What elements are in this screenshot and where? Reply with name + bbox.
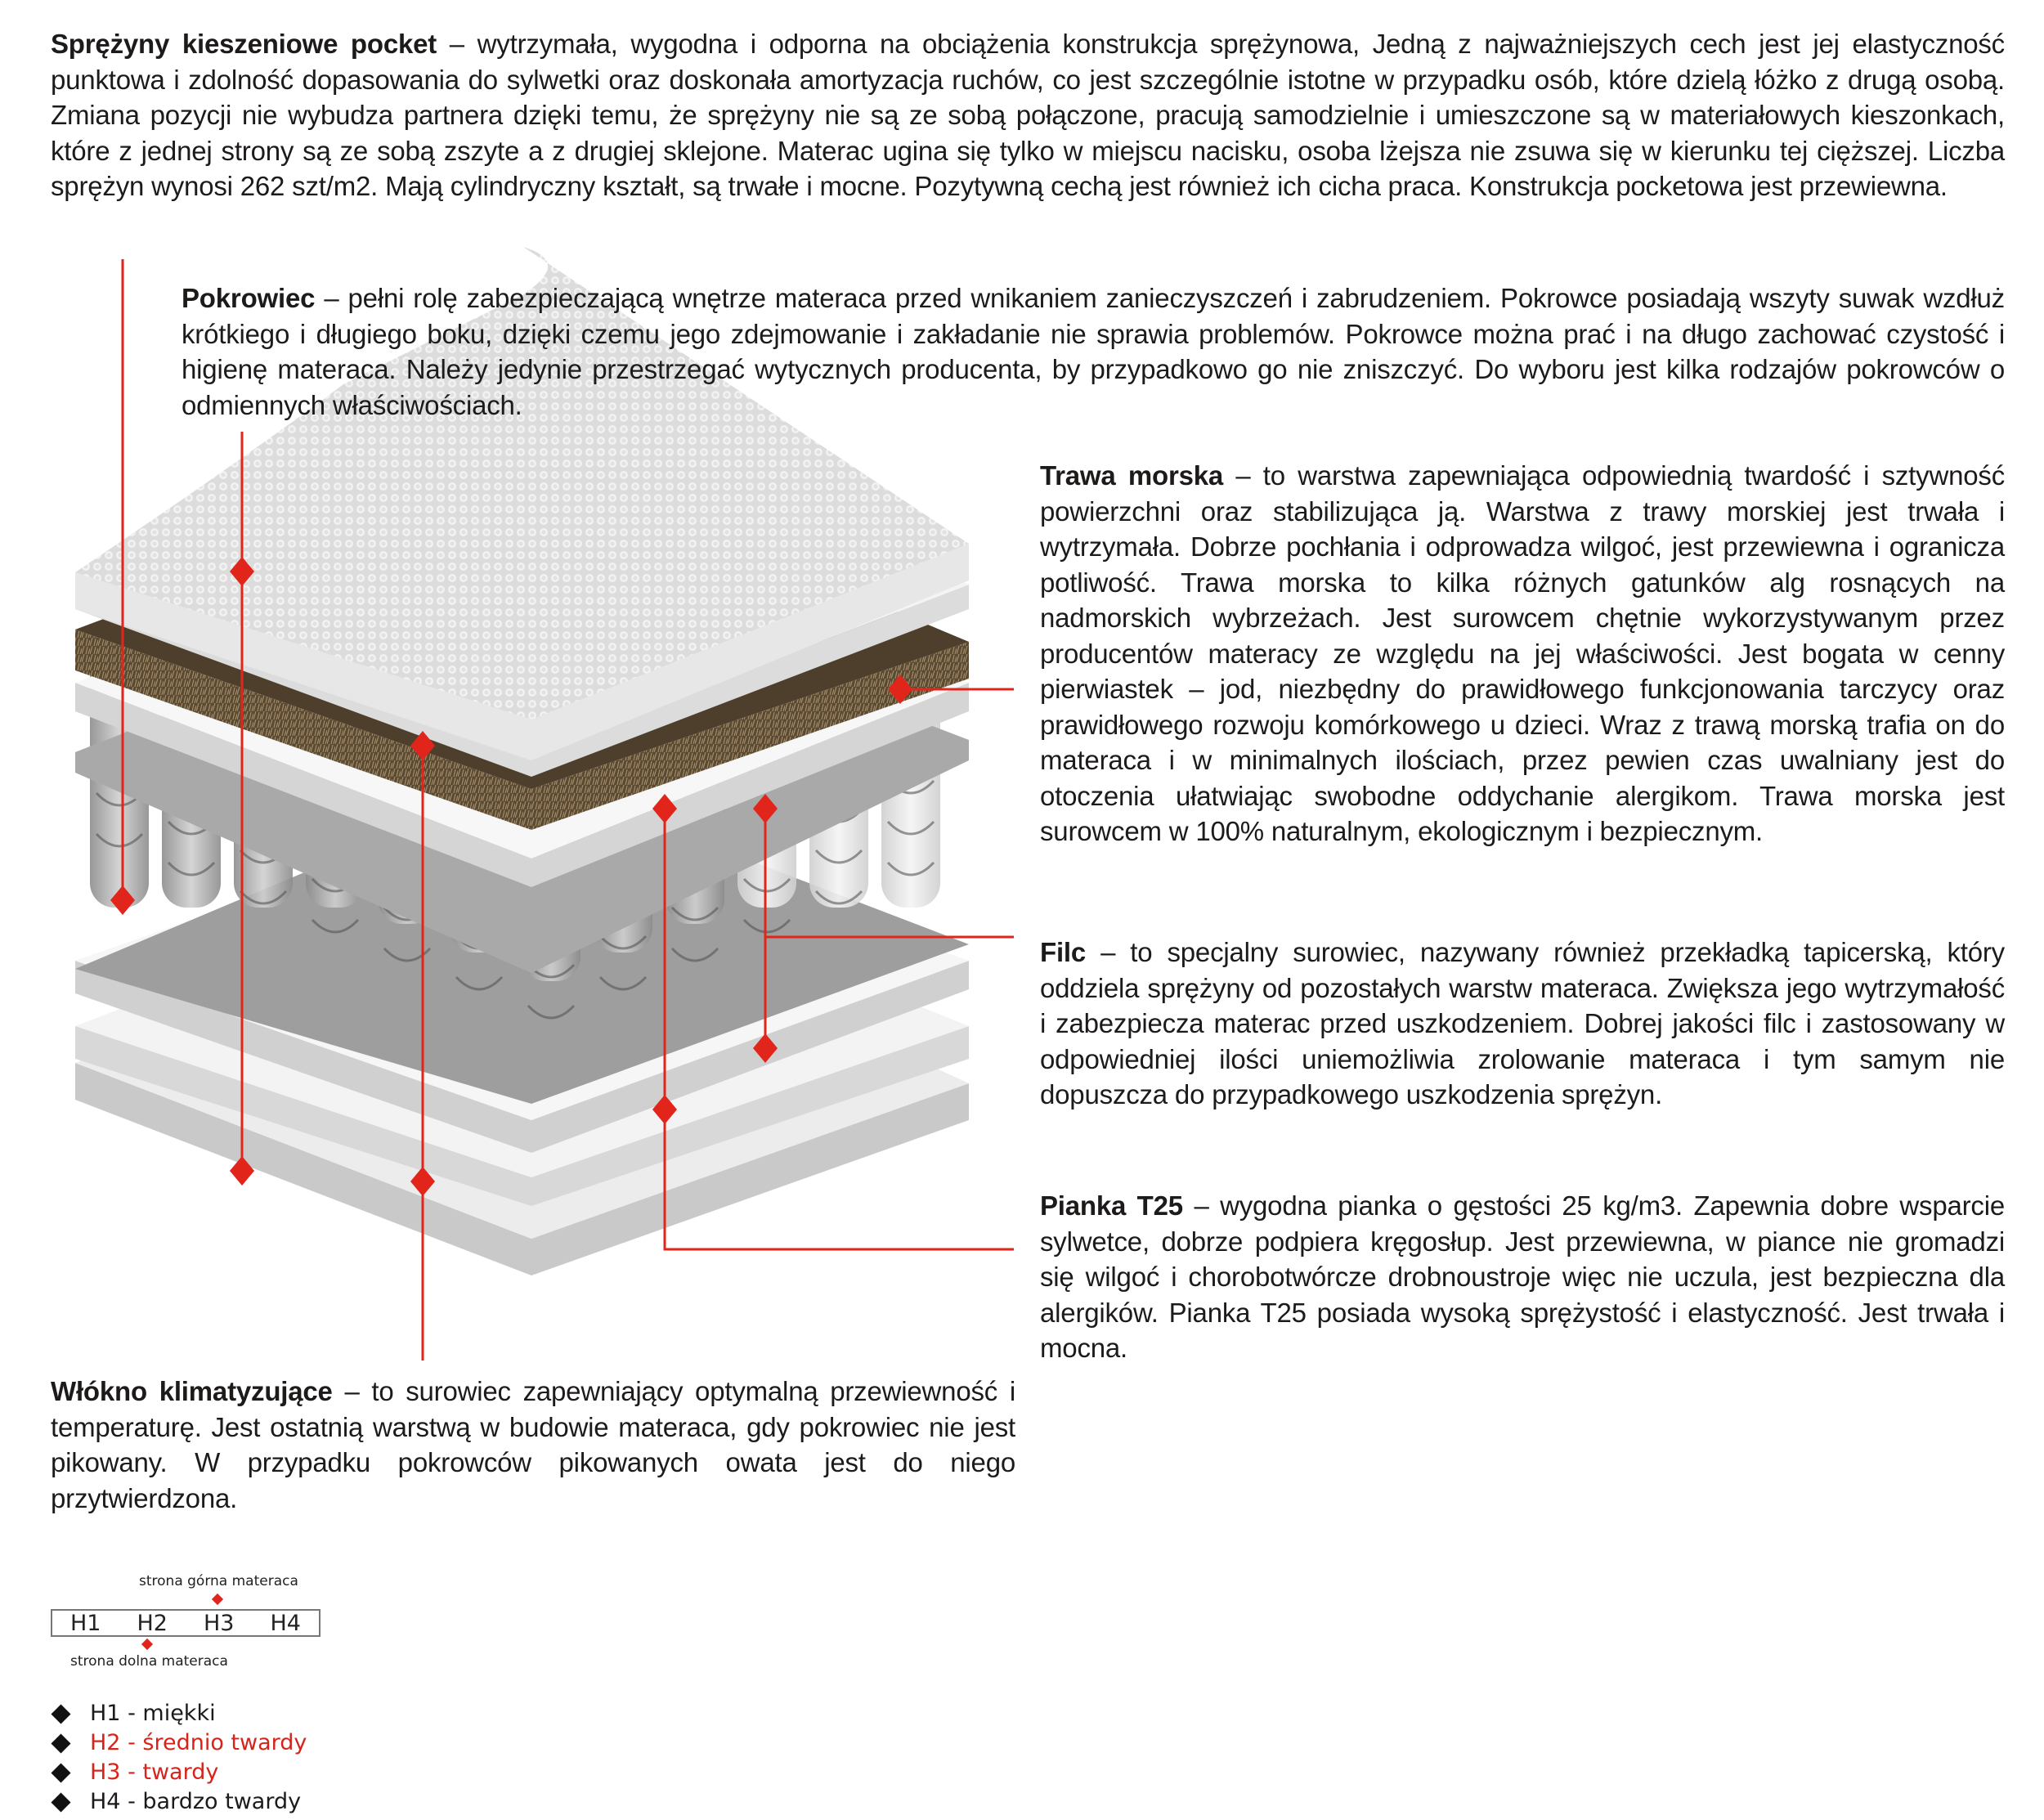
key-label: H4 - bardzo twardy <box>90 1789 302 1814</box>
section-foam-t25 <box>1040 1188 2005 1366</box>
top-side-label: strona górna materaca <box>139 1573 298 1589</box>
diamond-icon <box>51 1792 70 1812</box>
section-body: – to surowiec zapewniający optymalną przewiewność i temperaturę. Jest ostatnią warstwą w budowie materaca, gdy pokrowiec nie jest pikowany. W przypadku pokrowców pikowanych owata jest do niego przytwierdzona. <box>51 1376 1015 1513</box>
section-body: – to warstwa zapewniająca odpowiednią twardość i sztywność powierzchni oraz stabilizująca ją. Warstwa z trawy morskiej jest trwała i wytrzymała. Dobrze pochłania i odprowadza wilgoć, jest przewiewna i ogranicza potliwość. Trawa morska to kilka różnych gatunków alg rosnących na nadmorskich wybrzeżach. Jest surowcem chętnie wykorzystywanym przez producentów materacy ze względu na jej właściwości. Jest bogata w cenny pierwiastek – jod, niezbędny do prawidłowego funkcjonowania tarczycy oraz prawidłowego rozwoju komórkowego u dzieci. Wraz z trawą morską trafia on do materaca i w minimalnych ilościach, przez pewien czas uwalniany jest do otoczenia ułatwiając swobodne oddychanie alergikom. Trawa morska jest surowcem w 100% naturalnym, ekologicznym i bezpiecznym. <box>1040 460 2005 846</box>
section-title: Pokrowiec <box>182 283 316 313</box>
diamond-icon <box>51 1763 70 1782</box>
hardness-h2: H2 <box>137 1610 168 1636</box>
key-item-h1 <box>51 1699 307 1728</box>
key-label: H3 - twardy <box>90 1759 219 1785</box>
section-title: Sprężyny kieszeniowe pocket <box>51 29 437 59</box>
key-item-h4 <box>51 1787 307 1817</box>
section-climate-fibre <box>51 1374 1015 1516</box>
bottom-side-label: strona dolna materaca <box>70 1653 228 1670</box>
hardness-scale <box>51 1609 320 1637</box>
section-body: – wytrzymała, wygodna i odporna na obciążenia konstrukcja sprężynowa, Jedną z najważniejszych cech jest jej elastyczność punktowa i zdolność dopasowania do sylwetki oraz doskonała amortyzacja ruchów, co jest szczególnie istotne w przypadku osób, które dzielą łóżko z drugą osobą. Zmiana pozycji nie wybudza partnera dzięki temu, że sprężyny nie są ze sobą połączone, pracują samodzielnie i umieszczone są w materiałowych kieszonkach, które z jednej strony są ze sobą zszyte a z drugiej sklejone. Materac ugina się tylko w miejscu nacisku, osoba lżejsza nie zsuwa się w kierunku tej cięższej. Liczba sprężyn wynosi 262 szt/m2. Mają cylindryczny kształt, są trwałe i mocne. Pozytywną cechą jest również ich cicha praca. Konstrukcja pocketowa jest przewiewna. <box>51 29 2005 201</box>
section-body: – to specjalny surowiec, nazywany również przekładką tapicerską, który oddziela sprężyny od pozostałych warstw materaca. Zwiększa jego wytrzymałość i zabezpiecza materac przed uszkodzeniem. Dobrej jakości filc i zastosowany w odpowiedniej ilości uniemożliwia zrolowanie materaca i tym samym nie dopuszcza do przypadkowego uszkodzenia sprężyn. <box>1040 937 2005 1109</box>
diamond-icon <box>51 1704 70 1724</box>
diamond-icon <box>51 1733 70 1753</box>
section-title: Włókno klimatyzujące <box>51 1376 333 1406</box>
section-pocket-springs <box>51 26 2005 204</box>
section-cover <box>182 280 2005 423</box>
section-felt <box>1040 935 2005 1113</box>
key-label: H1 - miękki <box>90 1701 216 1726</box>
section-title: Pianka T25 <box>1040 1190 1183 1221</box>
hardness-key <box>51 1699 307 1817</box>
key-item-h2 <box>51 1728 307 1758</box>
section-body: – wygodna pianka o gęstości 25 kg/m3. Zapewnia dobre wsparcie sylwetce, dobrze podpiera kręgosłup. Jest przewiewna, w piance nie gromadzi się wilgoć i chorobotwórcze drobnoustroje więc nie uczula, jest bezpieczna dla alergików. Pianka T25 posiada wysoką sprężystość i elastyczność. Jest trwała i mocna. <box>1040 1190 2005 1363</box>
key-item-h3 <box>51 1758 307 1787</box>
hardness-h4: H4 <box>270 1610 301 1636</box>
section-seagrass <box>1040 458 2005 849</box>
hardness-h1: H1 <box>70 1610 101 1636</box>
key-label: H2 - średnio twardy <box>90 1730 307 1755</box>
section-title: Filc <box>1040 937 1087 967</box>
section-body: – pełni rolę zabezpieczającą wnętrze materaca przed wnikaniem zanieczyszczeń i zabrudzeniem. Pokrowce posiadają wszyty suwak wzdłuż krótkiego i długiego boku, dzięki czemu jego zdejmowanie i zakładanie nie sprawia problemów. Pokrowce można prać i na długo zachować czystość i higienę materaca. Należy jedynie przestrzegać wytycznych producenta, by przypadkowo go nie zniszczyć. Do wyboru jest kilka rodzajów pokrowców o odmiennych właściwościach. <box>182 283 2005 420</box>
hardness-h3: H3 <box>204 1610 235 1636</box>
section-title: Trawa morska <box>1040 460 1224 491</box>
